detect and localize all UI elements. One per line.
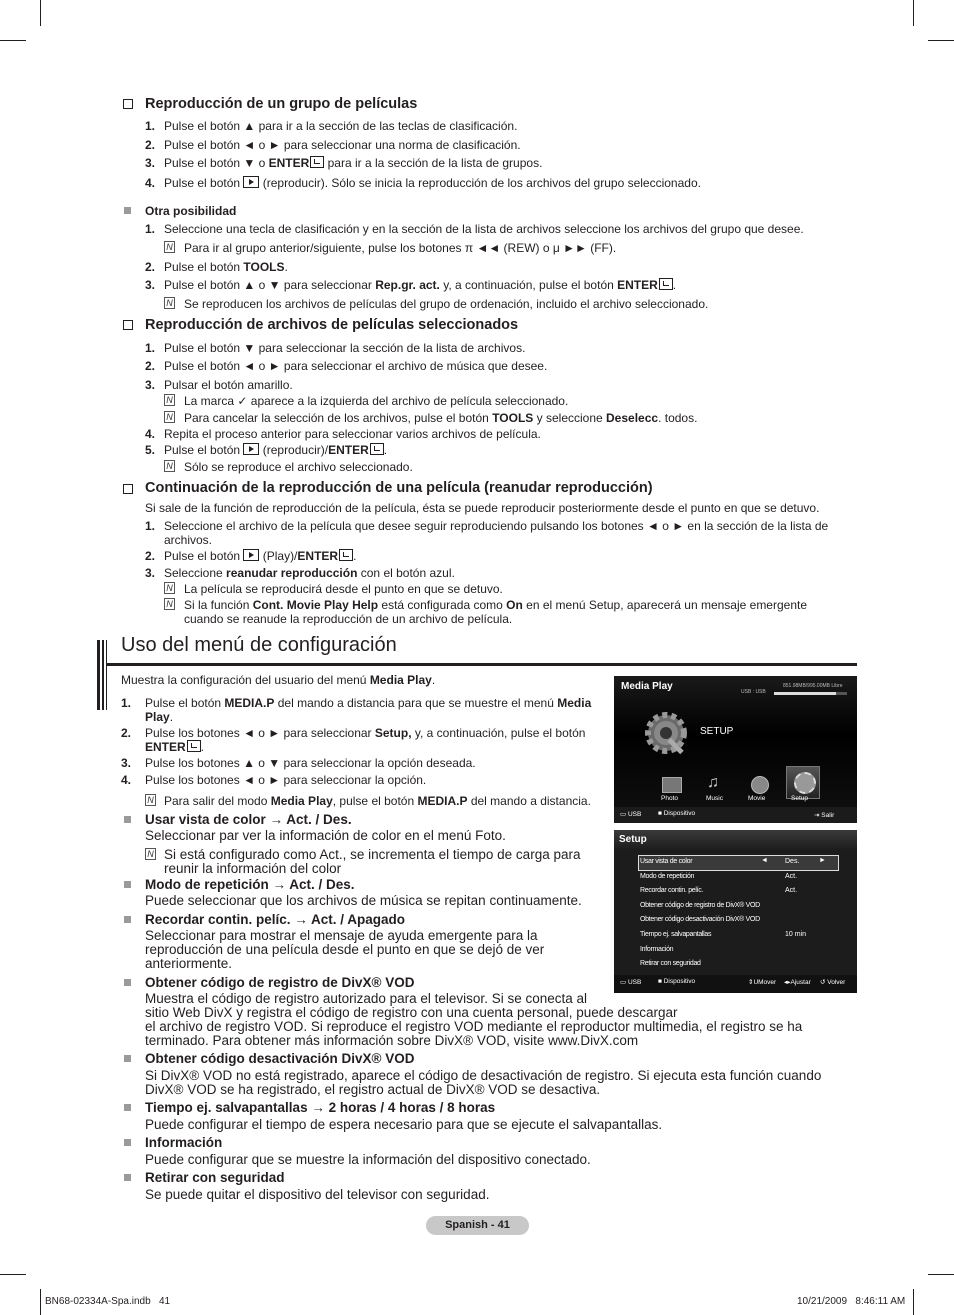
- checkbox-bullet: [123, 484, 133, 494]
- file-info: BN68-02334A-Spa.indb 41: [45, 1296, 171, 1307]
- setup-row-value: 10 min: [785, 931, 807, 938]
- square-bullet: [124, 1174, 131, 1181]
- page-number: Spanish - 41: [445, 1219, 510, 1231]
- item-title: Tiempo ej. salvapantallas → 2 horas / 4 horas / 8 horas: [145, 1100, 496, 1115]
- item-desc: Puede seleccionar que los archivos de música se repitan continuamente.: [145, 893, 582, 908]
- step-text: Repita el proceso anterior para seleccionar varios archivos de película.: [164, 427, 541, 441]
- step-number: 2.: [145, 138, 156, 152]
- setup-row-label[interactable]: Recordar contin. pelíc.: [640, 887, 704, 895]
- item-title: Información: [145, 1135, 223, 1150]
- step-text: Pulse el botón ◄ o ► para seleccionar una norma de clasificación.: [164, 138, 521, 152]
- setup-row-label[interactable]: Información: [640, 945, 674, 953]
- step-text: Pulse el botón ▲ o ▼ para seleccionar Rep.gr. act. y, a continuación, pulse el botón ENTER .: [164, 278, 677, 292]
- right-arrow-icon[interactable]: ►: [819, 857, 826, 864]
- step-number: 1.: [145, 519, 156, 533]
- setup-row-label[interactable]: Modo de repetición: [640, 872, 695, 880]
- checkbox-bullet: [123, 320, 133, 330]
- enter-icon: [339, 549, 353, 561]
- play-icon: [243, 176, 259, 188]
- crop-mark: [0, 1274, 26, 1275]
- square-bullet: [124, 207, 131, 214]
- left-arrow-icon[interactable]: ◄: [761, 857, 768, 864]
- setup-header: [614, 830, 857, 850]
- item-desc: Seleccionar par ver la información de color en el menú Foto.: [145, 828, 506, 843]
- item-desc: reproducción de una película desde el punto en que se dejó de ver: [145, 942, 545, 957]
- step-number: 4.: [121, 773, 132, 787]
- step-number: 1.: [145, 119, 156, 133]
- setup-row-value: Des.: [785, 858, 800, 865]
- enter-icon: [659, 278, 673, 290]
- step-text: Seleccione el archivo de la película que desee seguir reproduciendo pulsando los botones ◄ o ► en la sección de la lista de: [164, 519, 829, 533]
- footer-move: ⇕UMover: [748, 979, 777, 986]
- note-text: Si está configurado como Act., se incrementa el tiempo de carga para: [164, 847, 581, 862]
- section-heading: Reproducción de archivos de películas seleccionados: [145, 317, 519, 333]
- note-text: reunir la información del color: [164, 861, 342, 876]
- usb-label: USB : USB: [741, 689, 766, 695]
- checkbox-bullet: [123, 99, 133, 109]
- step-text: Pulse el botón MEDIA.P del mando a distancia para que se muestre el menú Media: [145, 696, 592, 710]
- item-title: Obtener código desactivación DivX® VOD: [145, 1051, 415, 1066]
- setup-row-label[interactable]: Tiempo ej. salvapantallas: [640, 931, 712, 938]
- square-bullet: [124, 979, 131, 986]
- setup-row-label[interactable]: Retirar con seguridad: [640, 960, 701, 968]
- step-text: ENTER .: [145, 740, 205, 754]
- step-number: 3.: [121, 756, 132, 770]
- setup-screen: [614, 830, 857, 993]
- crop-mark: [40, 0, 41, 26]
- note-text: Si la función Cont. Movie Play Help está configurada como On en el menú Setup, aparecerá un mensaje emergente: [184, 598, 808, 612]
- footer-back[interactable]: ↺ Volver: [820, 979, 846, 986]
- square-bullet: [124, 881, 131, 888]
- step-text: Play.: [145, 710, 174, 724]
- icon-label-music: Music: [706, 795, 723, 802]
- item-desc: Puede configurar el tiempo de espera necesario para que se ejecute el salvapantallas.: [145, 1117, 663, 1132]
- step-number: 1.: [145, 222, 156, 236]
- crop-mark: [40, 1289, 41, 1315]
- square-bullet: [124, 1139, 131, 1146]
- storage-bar-fill: [774, 692, 836, 695]
- setup-row-value: Act.: [785, 872, 798, 880]
- play-icon: [243, 549, 259, 561]
- item-title: Retirar con seguridad: [145, 1170, 285, 1185]
- item-title: Usar vista de color → Act. / Des.: [145, 812, 352, 827]
- square-bullet: [124, 916, 131, 923]
- item-desc: terminado. Para obtener más información sobre DivX® VOD, visite www.DivX.com: [145, 1033, 639, 1048]
- footer-device: ■ Dispositivo: [658, 978, 696, 985]
- setup-row-label[interactable]: Obtener código de registro de DivX® VOD: [640, 901, 760, 909]
- footer-exit[interactable]: ⇥ Salir: [814, 812, 835, 819]
- step-number: 3.: [145, 566, 156, 580]
- crop-mark: [913, 1289, 914, 1315]
- item-title: Recordar contin. pelíc. → Act. / Apagado: [145, 912, 406, 927]
- footer-usb: ▭ USB: [620, 811, 642, 818]
- note-text: La película se reproducirá desde el punto en que se detuvo.: [184, 582, 503, 596]
- step-text: Pulse los botones ◄ o ► para seleccionar la opción.: [145, 773, 427, 787]
- footer-usb: ▭ USB: [620, 979, 642, 986]
- note-text: Sólo se reproduce el archivo seleccionado.: [184, 460, 413, 474]
- step-text: Pulse los botones ◄ o ► para seleccionar Setup, y, a continuación, pulse el botón: [145, 726, 586, 740]
- screen-title: Media Play: [621, 681, 673, 692]
- note-text: Para cancelar la selección de los archivos, pulse el botón TOOLS y seleccione Deselecc. todos.: [184, 411, 698, 425]
- print-date: 10/21/2009 8:46:11 AM: [797, 1296, 906, 1307]
- step-text: Seleccione reanudar reproducción con el botón azul.: [164, 566, 455, 580]
- subsection-title: Otra posibilidad: [145, 204, 237, 218]
- footer-adjust: ◂▸Ajustar: [784, 979, 811, 986]
- icon-label-photo: Photo: [661, 795, 678, 802]
- item-desc: anteriormente.: [145, 956, 233, 971]
- item-desc: sitio Web DivX y registra el código de registro con una cuenta personal, puede descargar: [145, 1005, 678, 1020]
- storage-info: 851.98MB/995.00MB Libre: [783, 683, 843, 689]
- section-heading: Continuación de la reproducción de una película (reanudar reproducción): [145, 480, 653, 496]
- step-text: Pulse los botones ▲ o ▼ para seleccionar la opción deseada.: [145, 756, 476, 770]
- footer-device: ■ Dispositivo: [658, 810, 696, 817]
- movie-icon[interactable]: [751, 776, 769, 794]
- setup-title: Setup: [619, 834, 647, 845]
- step-number: 2.: [145, 359, 156, 373]
- item-title: Obtener código de registro de DivX® VOD: [145, 975, 415, 990]
- step-number: 2.: [145, 549, 156, 563]
- page-title: Uso del menú de configuración: [121, 634, 397, 656]
- icon-label-movie: Movie: [748, 795, 766, 802]
- checkmark-icon: ✓: [237, 394, 248, 408]
- note-icon: N: [145, 794, 156, 806]
- step-number: 4.: [145, 427, 156, 441]
- title-bar: [102, 640, 104, 710]
- crop-mark: [0, 40, 26, 41]
- play-icon: [243, 443, 259, 455]
- step-number: 2.: [121, 726, 132, 740]
- note-text: Para salir del modo Media Play, pulse el botón MEDIA.P del mando a distancia.: [164, 794, 591, 808]
- enter-icon: [187, 740, 201, 752]
- step-number: 3.: [145, 278, 156, 292]
- step-text: Pulse el botón ▲ para ir a la sección de las teclas de clasificación.: [164, 119, 518, 133]
- enter-icon: [370, 443, 384, 455]
- gear-icon: [794, 772, 816, 794]
- step-number: 3.: [145, 378, 156, 392]
- media-play-screen: [614, 676, 857, 823]
- step-number: 1.: [121, 696, 132, 710]
- item-desc: Se puede quitar el dispositivo del televisor con seguridad.: [145, 1187, 490, 1202]
- step-number: 4.: [145, 176, 156, 190]
- step-text: Pulse el botón (reproducir)/ENTER .: [164, 443, 388, 457]
- storage-bar: [774, 692, 847, 695]
- note-icon: N: [164, 582, 175, 594]
- item-desc: Seleccionar para mostrar el mensaje de ayuda emergente para la: [145, 928, 538, 943]
- item-desc: Puede configurar que se muestre la información del dispositivo conectado.: [145, 1152, 591, 1167]
- step-text: Pulse el botón ▼ para seleccionar la sección de la lista de archivos.: [164, 341, 526, 355]
- note-text: Se reproducen los archivos de películas del grupo de ordenación, incluido el archivo seleccionado.: [184, 297, 709, 311]
- note-text: cuando se reanude la reproducción de un archivo de película.: [184, 612, 513, 626]
- square-bullet: [124, 1055, 131, 1062]
- step-text: Pulse el botón TOOLS.: [164, 260, 288, 274]
- gear-icon: [641, 708, 691, 758]
- section-heading: Reproducción de un grupo de películas: [145, 96, 418, 112]
- note-icon: N: [164, 297, 175, 309]
- note-icon: N: [164, 241, 175, 253]
- note-text: Para ir al grupo anterior/siguiente, pulse los botones π ◄◄ (REW) o μ ►► (FF).: [184, 241, 617, 255]
- title-bar: [97, 640, 100, 710]
- square-bullet: [124, 816, 131, 823]
- note-icon: N: [164, 411, 175, 423]
- step-text: Pulsar el botón amarillo.: [164, 378, 293, 392]
- step-text: Pulse el botón (reproducir). Sólo se inicia la reproducción de los archivos del grupo seleccionado.: [164, 176, 701, 190]
- setup-row-label[interactable]: Obtener código desactivación DivX® VOD: [640, 916, 760, 924]
- crop-mark: [928, 40, 954, 41]
- step-number: 2.: [145, 260, 156, 274]
- item-title: Modo de repetición → Act. / Des.: [145, 877, 355, 892]
- icon-label-setup: Setup: [791, 795, 808, 802]
- note-icon: N: [164, 394, 175, 406]
- title-underline: [106, 663, 857, 666]
- square-bullet: [124, 1104, 131, 1111]
- music-icon[interactable]: ♫: [707, 774, 719, 791]
- step-number: 3.: [145, 156, 156, 170]
- setup-row-value: Act.: [785, 887, 798, 895]
- enter-icon: [310, 156, 324, 168]
- note-icon: N: [164, 598, 175, 610]
- step-text: Pulse el botón ◄ o ► para seleccionar el archivo de música que desee.: [164, 359, 548, 373]
- item-desc: Muestra el código de registro autorizado para el televisor. Si se conecta al: [145, 991, 587, 1006]
- section-intro: Si sale de la función de reproducción de la película, ésta se puede reproducir posteriormente desde el punto en que se detuvo.: [145, 501, 820, 515]
- step-text: archivos.: [164, 533, 213, 547]
- crop-mark: [913, 0, 914, 26]
- note-icon: N: [164, 460, 175, 472]
- step-text: Pulse el botón ▼ o ENTER para ir a la sección de la lista de grupos.: [164, 156, 543, 170]
- note-text: La marca ✓ aparece a la izquierda del archivo de película seleccionado.: [184, 394, 569, 408]
- step-number: 5.: [145, 443, 156, 457]
- photo-icon[interactable]: [662, 777, 682, 793]
- item-desc: el archivo de registro VOD. Si reproduce el registro VOD mediante el reproductor multimedia, el registro se ha: [145, 1019, 803, 1034]
- item-desc: DivX® VOD se ha registrado, el registro actual de DivX® VOD se desactiva.: [145, 1082, 601, 1097]
- setup-row-label[interactable]: Usar vista de color: [640, 858, 693, 865]
- step-text: Pulse el botón (Play)/ENTER .: [164, 549, 357, 563]
- item-desc: Si DivX® VOD no está registrado, aparece el código de desactivación de registro. Si ejecuta esta función cuando: [145, 1068, 822, 1083]
- setup-label: SETUP: [700, 726, 734, 737]
- step-text: Seleccione una tecla de clasificación y en la sección de la lista de archivos seleccione los archivos del grupo que desee.: [164, 222, 804, 236]
- note-icon: N: [145, 848, 156, 860]
- crop-mark: [928, 1274, 954, 1275]
- main-intro: Muestra la configuración del usuario del menú Media Play.: [121, 673, 436, 687]
- step-number: 1.: [145, 341, 156, 355]
- title-bar: [106, 640, 107, 710]
